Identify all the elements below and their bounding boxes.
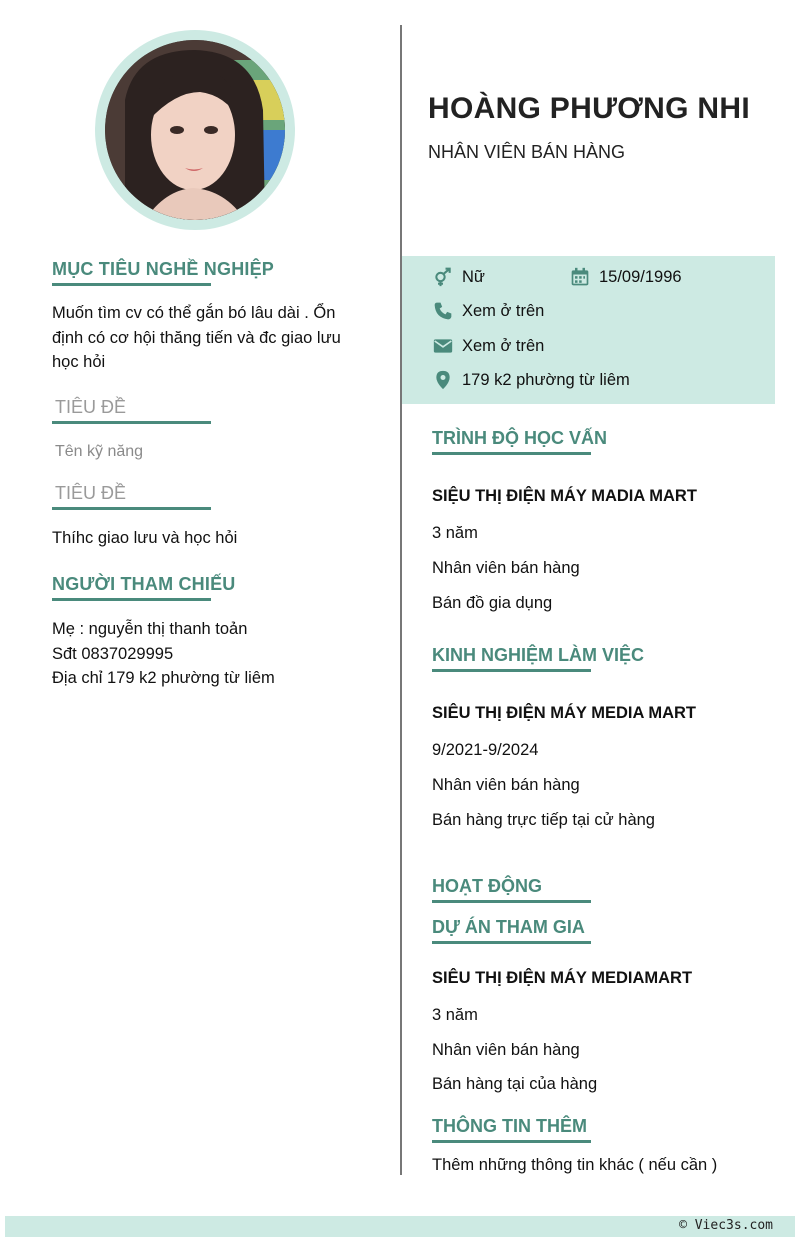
projects-underline xyxy=(432,941,591,944)
column-divider xyxy=(400,25,402,1175)
activities-section xyxy=(432,876,591,903)
projects-desc: Bán hàng tại của hàng xyxy=(432,1075,598,1093)
experience-time: 9/2021-9/2024 xyxy=(432,741,539,759)
objective-section xyxy=(52,259,274,286)
references-section xyxy=(52,574,235,601)
education-underline xyxy=(432,452,591,455)
email-icon xyxy=(432,335,454,357)
phone-icon xyxy=(432,300,454,322)
footer-credit[interactable]: © Viec3s.com xyxy=(679,1218,773,1233)
contact-email xyxy=(432,335,544,357)
objective-text: Muốn tìm cv có thể gắn bó lâu dài . Ổn định có cơ hội thăng tiến và đc giao lưu học hỏi xyxy=(52,304,341,371)
references-title: NGƯỜI THAM CHIẾU xyxy=(52,574,236,594)
email-value: Xem ở trên xyxy=(462,336,545,355)
references-underline xyxy=(52,598,211,601)
birthday-value: 15/09/1996 xyxy=(599,267,682,286)
reference-line-3: Địa chỉ 179 k2 phường từ liêm xyxy=(52,669,275,687)
experience-org: SIÊU THỊ ĐIỆN MÁY MEDIA MART xyxy=(432,704,697,722)
experience-section xyxy=(432,645,644,672)
projects-org: SIÊU THỊ ĐIỆN MÁY MEDIAMART xyxy=(432,969,693,987)
interests-title[interactable]: TIÊU ĐỀ xyxy=(55,483,127,503)
address-value: 179 k2 phường từ liêm xyxy=(462,370,630,389)
interests-section xyxy=(52,483,211,510)
education-section xyxy=(432,428,607,455)
education-org: SIỆU THỊ ĐIỆN MÁY MADIA MART xyxy=(432,487,697,505)
calendar-icon xyxy=(569,266,591,288)
activities-underline xyxy=(432,900,591,903)
gender-value: Nữ xyxy=(462,267,485,286)
skill-name-field[interactable]: Tên kỹ năng xyxy=(55,443,144,460)
contact-address xyxy=(432,369,630,391)
skills-underline xyxy=(52,421,211,424)
projects-title: DỰ ÁN THAM GIA xyxy=(432,917,585,937)
avatar xyxy=(105,40,285,220)
reference-line-2: Sđt 0837029995 xyxy=(52,644,174,663)
objective-underline xyxy=(52,283,211,286)
experience-underline xyxy=(432,669,591,672)
projects-time: 3 năm xyxy=(432,1006,478,1024)
footer-bar xyxy=(5,1216,795,1237)
education-title: TRÌNH ĐỘ HỌC VẤN xyxy=(432,428,607,448)
interests-underline xyxy=(52,507,211,510)
gender-icon xyxy=(432,266,454,288)
location-icon xyxy=(432,369,454,391)
contact-panel xyxy=(402,256,775,404)
extra-text: Thêm những thông tin khác ( nếu cần ) xyxy=(432,1156,718,1174)
reference-line-1: Mẹ : nguyễn thị thanh toản xyxy=(52,620,248,638)
education-role: Nhân viên bán hàng xyxy=(432,559,580,577)
extra-underline xyxy=(432,1140,591,1143)
avatar-frame xyxy=(95,30,295,230)
skills-section xyxy=(52,397,211,424)
skills-title[interactable]: TIÊU ĐỀ xyxy=(55,397,127,417)
contact-birthday xyxy=(569,266,682,288)
projects-section xyxy=(432,917,591,944)
extra-section xyxy=(432,1116,591,1143)
candidate-position: NHÂN VIÊN BÁN HÀNG xyxy=(428,142,626,162)
activities-title: HOẠT ĐỘNG xyxy=(432,876,542,896)
avatar-photo xyxy=(105,40,285,220)
interests-text: Thíhc giao lưu và học hỏi xyxy=(52,529,238,547)
experience-desc: Bán hàng trực tiếp tại cử hàng xyxy=(432,811,655,829)
projects-role: Nhân viên bán hàng xyxy=(432,1041,580,1059)
education-time: 3 năm xyxy=(432,524,478,542)
experience-role: Nhân viên bán hàng xyxy=(432,776,580,794)
objective-title: MỤC TIÊU NGHỀ NGHIỆP xyxy=(52,259,275,279)
candidate-name: HOÀNG PHƯƠNG NHI xyxy=(428,92,750,125)
contact-phone xyxy=(432,300,544,322)
references-body xyxy=(52,617,275,691)
experience-title: KINH NGHIỆM LÀM VIỆC xyxy=(432,645,645,665)
extra-title: THÔNG TIN THÊM xyxy=(432,1116,587,1136)
phone-value: Xem ở trên xyxy=(462,301,545,320)
contact-gender xyxy=(432,266,485,288)
education-desc: Bán đồ gia dụng xyxy=(432,594,553,612)
